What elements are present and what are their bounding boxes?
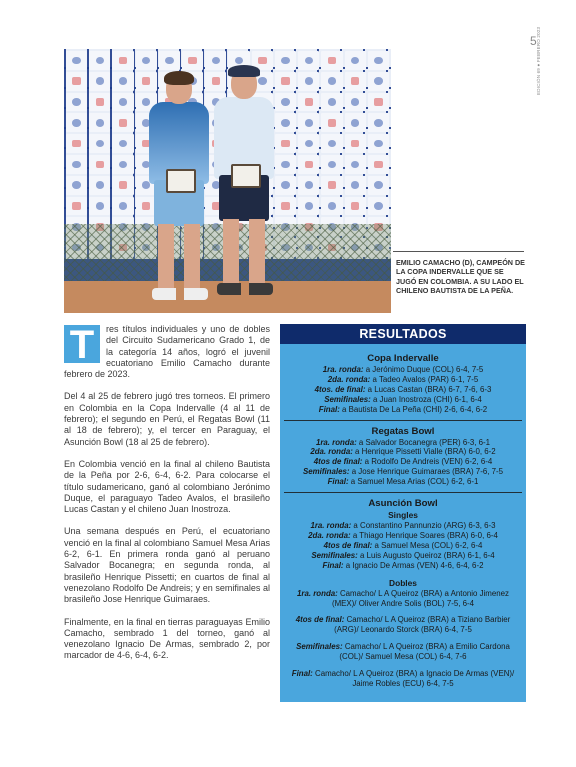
result-line: 1ra. ronda: a Jerónimo Duque (COL) 6-4, 7-5: [322, 365, 484, 374]
edition-label: EDICIÓN 69 ● FEBRERO 2023: [536, 26, 541, 95]
section-divider: [284, 492, 522, 493]
article-paragraph: En Colombia venció en la final al chileno Bautista de la Peña por 2-6, 6-4, 6-2. Para colocarse el título sudamericano, ganó al colombiano Jerónimo Duque, el paraguayo Tadeo Avalos, el brasileño Lucas Castan y el chileno Juan Inostroza.: [64, 458, 270, 515]
doubles-title: Dobles: [389, 577, 417, 588]
page-number: 5: [530, 34, 537, 48]
result-line: Final: a Ignacio De Armas (VEN) 4-6, 6-4, 6-2: [322, 560, 484, 570]
result-line: 4tos de final: a Samuel Mesa (COL) 6-2, 6-4: [323, 540, 483, 550]
result-line: 1ra. ronda: Camacho/ L A Queiroz (BRA) a Antonio Jimenez (MEX)/ Oliver Andre Solis (BOL) 7-5, 6-4: [297, 588, 509, 608]
result-line: Semifinales: Camacho/ L A Queiroz (BRA) a Emilio Cardona (COL)/ Samuel Mesa (COL) 6-4, 7-6: [296, 642, 510, 662]
result-line: 2da. ronda: a Thiago Henrique Soares (BRA) 6-0, 6-4: [308, 530, 498, 540]
result-line: Final: Camacho/ L A Queiroz (BRA) a Ignacio De Armas (VEN)/ Jaime Robles (ECU) 6-4, 7-5: [291, 669, 515, 688]
trophy-icon: [166, 169, 196, 193]
result-line: Semifinales: a Jose Henrique Guimaraes (BRA) 7-6, 7-5: [303, 467, 503, 477]
trophy-icon: [231, 164, 261, 188]
article-body: [64, 324, 270, 673]
result-line: Final: a Samuel Mesa Arias (COL) 6-2, 6-1: [327, 477, 479, 487]
article-paragraph: Finalmente, en la final en tierras paraguayas Emilio Camacho, sembrado 1 del torneo, ganó al venezolano Ignacio De Armas, sembrado 2, por marcador de 4-6, 6-4, 6-2.: [64, 616, 270, 661]
player-left: [144, 74, 214, 309]
players-photo: [64, 49, 391, 313]
player-right: [209, 69, 279, 309]
result-line: 4tos de final: a Rodolfo De Andreis (VEN) 6-2, 6-4: [313, 457, 493, 467]
photo-caption: EMILIO CAMACHO (D), CAMPEÓN DE LA COPA INDERVALLE QUE SE JUGÓ EN COLOMBIA. A SU LADO EL CHILENO BAUTISTA DE LA PEÑA.: [396, 258, 525, 296]
tournament-title: Regatas Bowl: [371, 425, 435, 437]
tournament-title: Asunción Bowl: [368, 498, 438, 510]
result-line: 2da. ronda: a Tadeo Avalos (PAR) 6-1, 7-5: [327, 374, 479, 384]
article-paragraph: T res títulos individuales y uno de dobles del Circuito Sudamericano Grado 1, de la categoría 14 años, logró el juvenil ecuatoriano Emilio Camacho durante febrero de 2023.: [64, 323, 270, 380]
caption-divider: [393, 251, 524, 252]
result-line: 2da. ronda: a Henrique Pissetti Vialle (BRA) 6-0, 6-2: [310, 447, 496, 457]
article-paragraph: Del 4 al 25 de febrero jugó tres torneos. El primero en Colombia en la Copa Indervalle (4 al 11 de febrero); el segundo en Perú, el Regatas Bowl (11 al 18 de febrero); y, el tercer en Paraguay, el Asunción Bowl (18 al 25 de febrero).: [64, 391, 270, 447]
results-header: RESULTADOS: [280, 324, 526, 344]
tournament-title: Copa Indervalle: [367, 353, 439, 364]
singles-title: Singles: [388, 510, 418, 521]
drop-cap: T: [64, 325, 100, 363]
results-box: [280, 324, 526, 702]
result-line: 1ra. ronda: a Constantino Pannunzio (ARG) 6-3, 6-3: [310, 521, 496, 531]
result-line: Semifinales: a Luis Augusto Queiroz (BRA) 6-1, 6-4: [311, 550, 495, 560]
section-divider: [284, 420, 522, 421]
result-line: Final: a Bautista De La Peña (CHI) 2-6, 6-4, 6-2: [318, 404, 488, 414]
result-line: 1ra. ronda: a Salvador Bocanegra (PER) 6-3, 6-1: [315, 437, 491, 447]
article-paragraph: Una semana después en Perú, el ecuatoriano venció en la final al colombiano Samuel Mesa Arias 6-2, 6-1. En primera ronda ganó al peruano Salvador Bocanegra; en segunda ronda, al brasileño Henrique Pissetti; en cuartos de final al venezolano Rodolfo De Andreis; y en semifinales al brasileño Jose Henrique Guimaraes.: [64, 526, 270, 605]
result-line: Semifinales: a Juan Inostroza (CHI) 6-1, 6-4: [324, 394, 482, 404]
result-line: 4tos de final: Camacho/ L A Queiroz (BRA) a Tiziano Barbier (ARG)/ Leonardo Storck (BRA) 6-4, 7-5: [295, 615, 511, 635]
result-line: 4tos. de final: a Lucas Castan (BRA) 6-7, 7-6, 6-3: [314, 384, 492, 394]
